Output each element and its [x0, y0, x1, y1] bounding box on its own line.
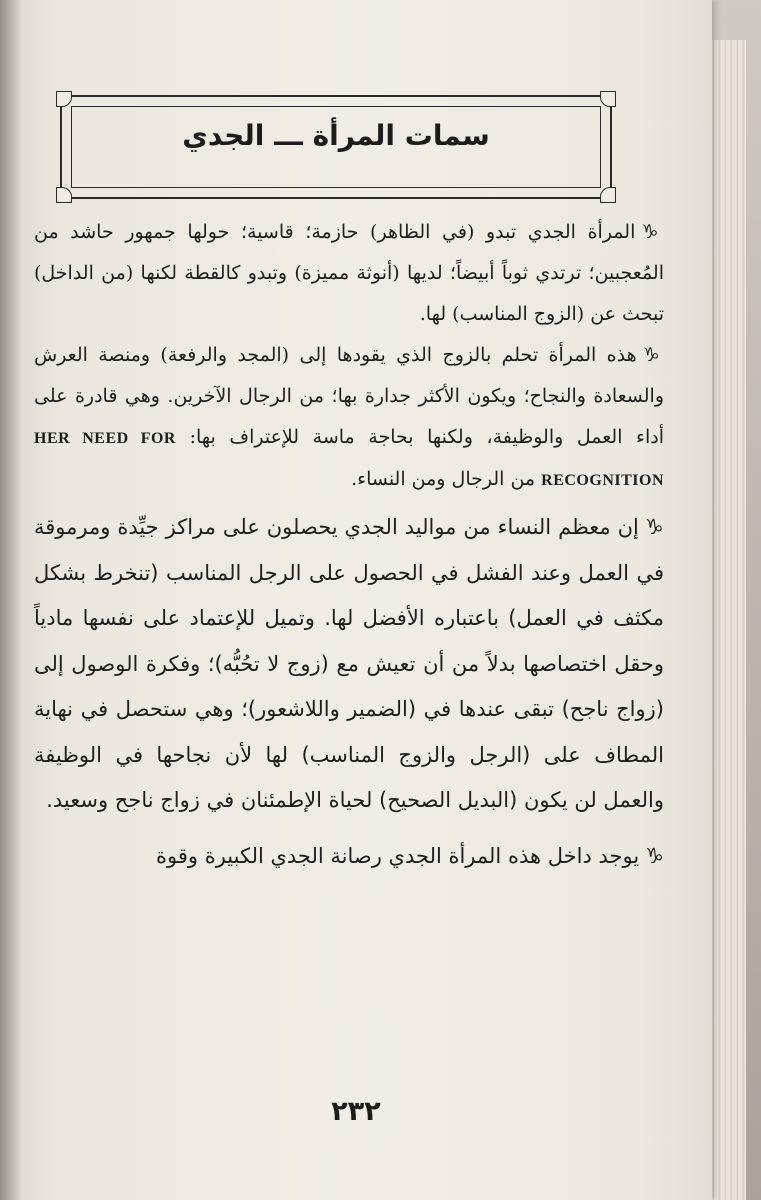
page-gutter-shadow [0, 0, 22, 1200]
paragraph-text: يوجد داخل هذه المرأة الجدي رصانة الجدي الكبيرة وقوة [156, 843, 640, 868]
paragraph-4 [34, 834, 664, 880]
english-phrase: HER NEED FOR RECOGNITION [34, 430, 664, 489]
paragraph-3 [34, 505, 664, 824]
corner-ornament-icon [600, 187, 616, 203]
corner-ornament-icon [600, 91, 616, 107]
page-number: ٢٣٢ [331, 1096, 381, 1127]
paragraph-1 [34, 212, 664, 335]
capricorn-icon: ♑ [641, 221, 664, 243]
corner-ornament-icon [56, 91, 72, 107]
paragraph-2 [34, 335, 664, 501]
page-title: سمات المرأة ـــ الجدي [182, 119, 490, 152]
capricorn-icon: ♑ [645, 843, 664, 868]
paragraph-text-end: من الرجال ومن النساء. [351, 468, 536, 490]
paragraph-text: المرأة الجدي تبدو (في الظاهر) حازمة؛ قاسية؛ حولها جمهور حاشد من المُعجبين؛ ترتدي ثوباً أبيضاً؛ لديها (أنوثة مميزة) وتبدو كالقطة لكنها (من الداخل) تبحث عن (الزوج المناسب) لها. [34, 221, 664, 325]
paragraph-text: إن معظم النساء من مواليد الجدي يحصلون على مراكز جيِّدة ومرموقة في العمل وعند الفشل في الحصول على الرجل المناسب (تنخرط بشكل مكثف في العمل) باعتباره الأفضل لها. وتميل للإعتماد على نفسها مادياً وحقل اختصاصها بدلاً من أن تعيش مع (زوج لا تحُبُّه)؛ وفكرة الوصول إلى (زواج ناجح) تبقى عندها في (الضمير واللاشعور)؛ وهي ستحصل في نهاية المطاف على (الرجل والزوج المناسب) لها لأن نجاحها في الوظيفة والعمل لن يكون (البديل الصحيح) لحياة الإطمئنان في زواج ناجح وسعيد. [34, 515, 664, 812]
paragraph-text: هذه المرأة تحلم بالزوج الذي يقودها إلى (المجد والرفعة) ومنصة العرش والسعادة والنجاح؛ ويكون الأكثر جدارة بها؛ من الرجال الآخرين. وهي قادرة على أداء العمل والوظيفة، ولكنها بحاجة ماسة للإعتراف بها: [34, 344, 665, 448]
capricorn-icon: ♑ [642, 344, 664, 366]
corner-ornament-icon [56, 187, 72, 203]
capricorn-icon: ♑ [644, 515, 664, 539]
body-text [34, 212, 664, 879]
title-frame [60, 95, 612, 199]
